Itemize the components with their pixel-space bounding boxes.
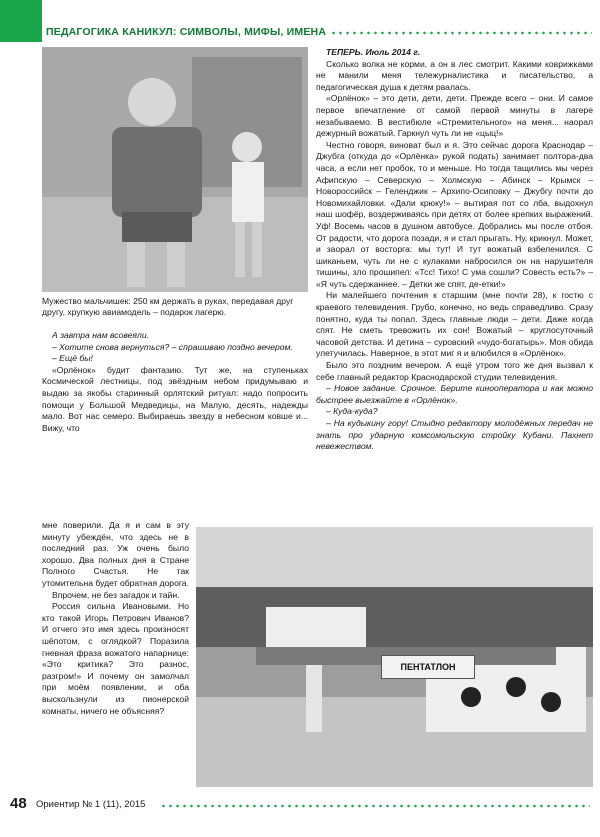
- right-column-text: [316, 47, 593, 453]
- narrow-column-paragraph: Россия сильна Ивановыми. Но кто такой Игорь Петрович Иванов? И отчего это имя здесь произносят шёпотом, с оглядкой? Поразила гневная фраза вожатого напарнице: «Это критика? Это разнос, разгром!» И почему он замолчал при моём появлении, и оба выскользнули из пионерской комнаты, ничего не объясняя?: [42, 601, 189, 716]
- right-column-paragraph: ТЕПЕРЬ. Июль 2014 г.: [326, 47, 421, 57]
- right-column-paragraph: – Новое задание. Срочное. Берите кинооператора и как можно быстрее выезжайте в «Орлёнок».: [316, 383, 593, 405]
- left-column-paragraph: – Ещё бы!: [52, 353, 93, 364]
- photo-man-and-boy-illustration: [42, 47, 308, 292]
- right-column-paragraph: «Орлёнок» – это дети, дети, дети. Прежде всего – они. И самое первое впечатление от самой первой минуты в лагере незабываемо. В вестибюле «Стремительного» на меня... наорал дежурный вожатый. Гаркнул чуть ли не «цыц!»: [316, 93, 593, 139]
- dotted-rule-bottom: [160, 804, 590, 808]
- left-column-text: [42, 330, 308, 434]
- page-number: 48: [10, 795, 27, 812]
- right-column-paragraph: Сколько волка не корми, а он в лес смотрит. Какими коврижками не манили меня тележурналистика и писательство, а педагогическая душа к детям рвалась.: [316, 58, 593, 92]
- left-column-paragraph: А завтра нам всовеяли.: [52, 330, 150, 340]
- narrow-column-text: [42, 520, 189, 717]
- journal-info: Ориентир № 1 (11), 2015: [36, 799, 146, 810]
- photo-caption: Мужество мальчишек: 250 км держать в руках, передавая друг другу, хрупкую авиамодель – подарок лагерю.: [42, 296, 294, 317]
- narrow-column-paragraph: Впрочем, не без загадок и тайн.: [52, 589, 180, 600]
- right-column-paragraph: Было это поздним вечером. А ещё утром того же дня вызвал к себе главный редактор Краснодарской студии телевидения.: [316, 360, 593, 382]
- left-column-paragraph: – Хотите снова вернуться? – спрашиваю поздно вечером.: [52, 341, 293, 352]
- section-color-tab: [0, 0, 42, 42]
- right-column-paragraph: Ни малейшего почтения к старшим (мне почти 28), к гостю с краевого телевидения. Грубо, конечно, но ведь справедливо. Сразу понятно, куда ты попал. Здесь главные люди – дети. Даже когда спят. Не сметь тревожить их сон! Вожатый – круглосуточный часовой детства. И детина – суровский «чудо-богатырь». Моя обида улетучилась. Наверное, в этот миг я и влюбился в «Орлёнок».: [316, 290, 593, 359]
- right-column-paragraph: Честно говоря, виноват был и я. Это сейчас дорога Краснодар – Джубга (откуда до «Орлёнка» рукой подать) занимает полтора-два часа, а если нет пробок, то и меньше. Но тогда тащились мы через Афипскую – Северскую – Холмскую – Абинск – Крымск – Новороссийск – Геленджик – Архипо-Осиповку – Джубгу почти до Новомихайловки. «Дали крюку!» – вытирая пот со лба, выдохнул наш шофёр, воздерживаясь при детях от более крепких выражений. Уф! Восемь часов в душном автобусе. Добрались мы после отбоя. От радости, что дорога позади, я и стал прыгать. Ну, крикнул. Может, и заорал от восторга: мы тут! И тут вожатый взбеленился. С шиканьем, чуть ли не с кулаками набросился он на нарушителя тишины, зло прошипел: «Тсс! Тихо! С ума сошли? Совесть есть?» – «Я чуть сдержаннее. – Детки же спят, де-етки!»: [316, 139, 593, 289]
- right-column-paragraph: – Куда-куда?: [326, 406, 378, 417]
- header-bar: [0, 0, 600, 8]
- section-title: ПЕДАГОГИКА КАНИКУЛ: СИМВОЛЫ, МИФЫ, ИМЕНА: [46, 26, 327, 38]
- photo-man-and-boy: [42, 47, 308, 292]
- right-column-paragraph: – На кудыкину гору! Стыдно редактору молодёжных передач не знать про ударную комсомольскую стройку Кубани. Пахнет невежеством.: [316, 418, 593, 452]
- narrow-column-paragraph: мне поверили. Да я и сам в эту минуту убеждён, что здесь не в последний раз. Уж очень было хорошо. Два полных дня в Стране Полного Счастья. Не так утомительна будет обратная дорога.: [42, 520, 189, 588]
- left-column-paragraph: «Орлёнок» будит фантазию. Тут же, на ступеньках Космической лестницы, под звёздным небом придумываю и выдаю за якобы старинный орлятский ритуал: надо попросить помощи у Большой Медведицы, на Малую, десять, надежды мало. Вот нас семеро. Выбираешь звезду в небесном ковше и... Вижу, что: [42, 364, 308, 433]
- pentathlon-sign: ПЕНТАТЛОН: [381, 655, 475, 679]
- dotted-rule-top: [330, 31, 592, 35]
